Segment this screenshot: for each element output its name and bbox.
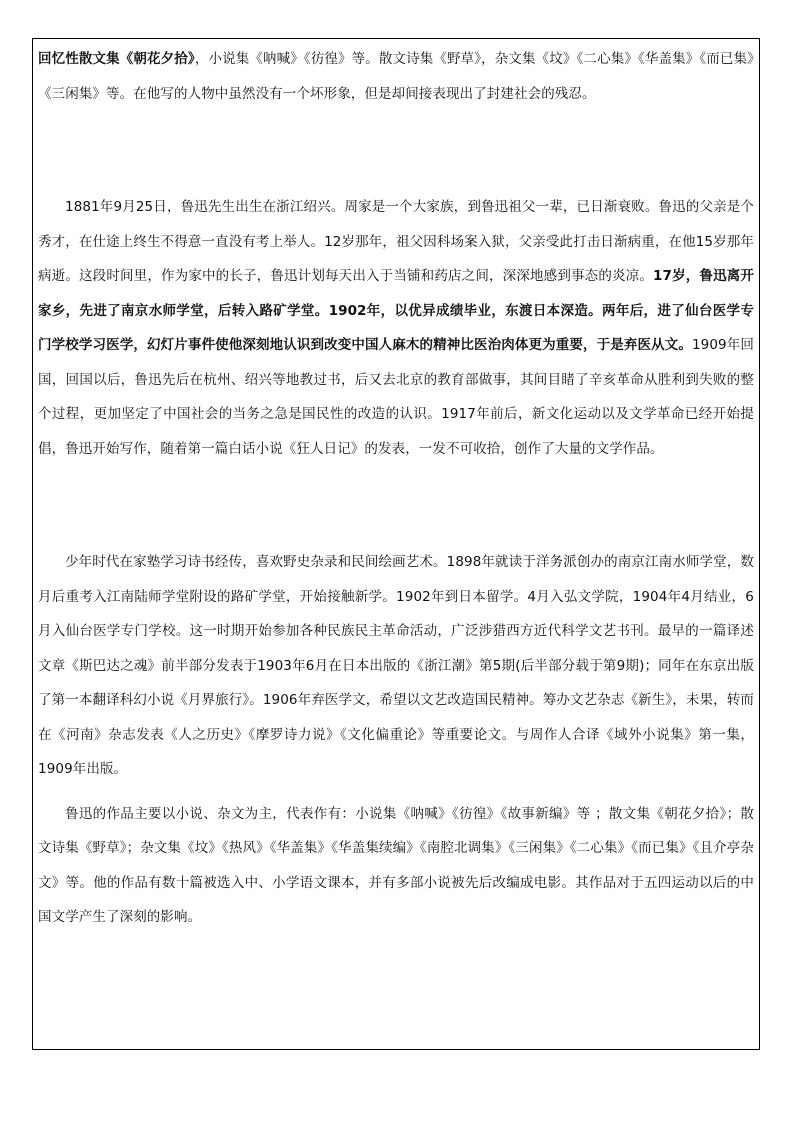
paragraph-works	[38, 797, 754, 935]
text-bold: 回忆性散文集《朝花夕拾》	[38, 51, 195, 67]
paragraph-biography	[38, 190, 754, 466]
text-normal: 少年时代在家塾学习诗书经传，喜欢野史杂录和民间绘画艺术。1898年就读于洋务派创办的南京江南水师学堂，数月后重考入江南陆师学堂附设的路矿学堂，开始接触新学。1902年到日本留学。4月入弘文学院，1904年4月结业，6月入仙台医学专门学校。这一时期开始参加各种民族民主革命活动，广泛涉猎西方近代科学文艺书刊。最早的一篇译述文章《斯巴达之魂》前半部分发表于1903年6月在日本出版的《浙江潮》第5期(后半部分载于第9期)；同年在东京出版了第一本翻译科幻小说《月界旅行》。1906年弃医学文，希望以文艺改造国民精神。筹办文艺杂志《新生》，未果，转而在《河南》杂志发表《人之历史》《摩罗诗力说》《文化偏重论》等重要论文。与周作人合译《域外小说集》第一集，1909年出版。	[38, 554, 754, 777]
text-normal: 1881年9月25日，鲁迅先生出生在浙江绍兴。周家是一个大家族，到鲁迅祖父一辈，已日渐衰败。鲁迅的父亲是个秀才，在仕途上终生不得意一直没有考上举人。12岁那年，祖父因科场案入狱，父亲受此打击日渐病重，在他15岁那年病逝。这段时间里，作为家中的长子，鲁迅计划每天出入于当铺和药店之间，深深地感到事态的炎凉。	[38, 199, 754, 284]
paragraph-intro	[38, 39, 754, 111]
text-normal: 1909年回国，回国以后，鲁迅先后在杭州、绍兴等地教过书，后又去北京的教育部做事，其间目睹了辛亥革命从胜利到失败的整个过程，更加坚定了中国社会的当务之急是国民性的改造的认识。1917年前后，新文化运动以及文学革命已经开始提倡，鲁迅开始写作，随着第一篇白话小说《狂人日记》的发表，一发不可收拾，创作了大量的文学作品。	[38, 337, 754, 457]
text-normal: 鲁迅的作品主要以小说、杂文为主，代表作有：小说集《呐喊》《彷徨》《故事新编》等 ；散文集《朝花夕拾》；散文诗集《野草》；杂文集《坟》《热风》《华盖集》《华盖集续编》《南腔北调集》《三闲集》《二心集》《而已集》《且介亭杂文》等。他的作品有数十篇被选入中、小学语文课本，并有多部小说被先后改编成电影。其作品对于五四运动以后的中国文学产生了深刻的影响。	[38, 805, 754, 925]
document-frame	[32, 38, 760, 1050]
text-normal: ，小说集《呐喊》《彷徨》等。散文诗集《野草》，杂文集《坟》《二心集》《华盖集》《而已集》《三闲集》等。在他写的人物中虽然没有一个坏形象，但是却间接表现出了封建社会的残忍。	[38, 51, 754, 102]
text-bold: 17岁，鲁迅离开家乡，先进了南京水师学堂，后转入路矿学堂。1902年，以优异成绩毕业，东渡日本深造。两年后，进了仙台医学专门学校学习医学，幻灯片事件使他深刻地认识到改变中国人麻木的精神比医治肉体更为重要，于是弃医从文。	[38, 268, 755, 353]
paragraph-youth	[38, 545, 754, 787]
